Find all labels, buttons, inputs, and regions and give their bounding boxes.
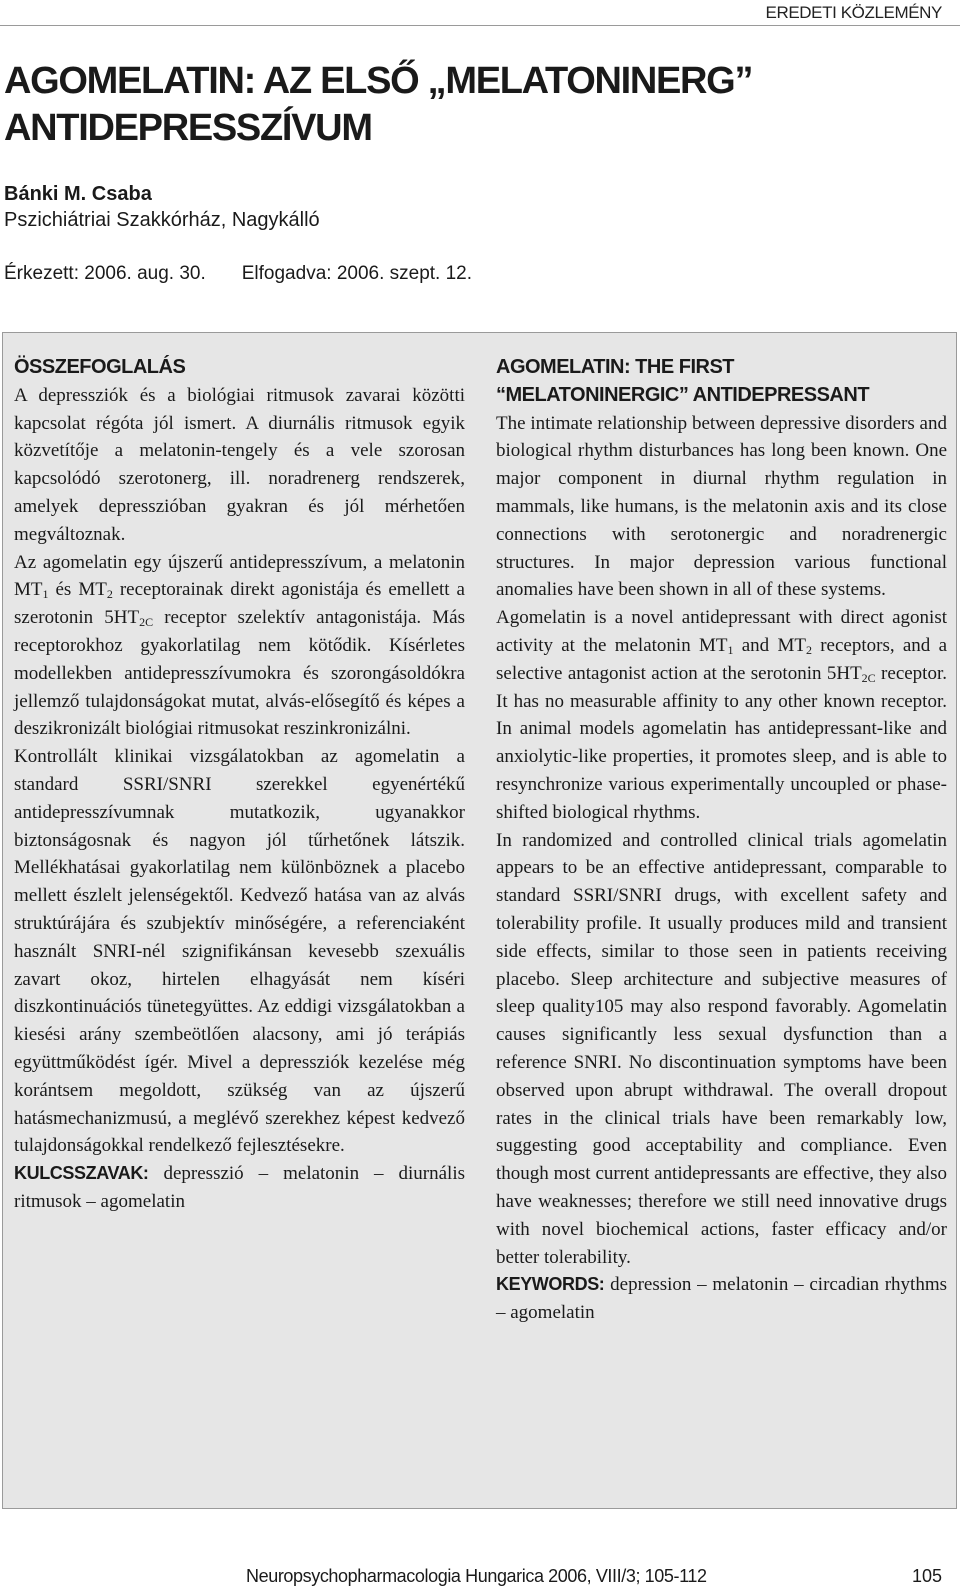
subscript-1: 1 [727, 642, 734, 657]
abstract-en-paragraph-1: The intimate relationship between depressive disorders and biological rhythm disturbances has long been known. One major component in diurnal rhythm regulation in mammals, like humans, is the melatonin axis and its close connections with serotonergic and noradrenergic structures. In major depression various functional anomalies have been shown in all of these systems. [496, 412, 947, 601]
journal-citation: Neuropsychopharmacologia Hungarica 2006, VIII/3; 105-112 [246, 1566, 707, 1586]
author-name: Bánki M. Csaba [4, 183, 152, 205]
abstract-en-heading-line-2: “MELATONINERGIC” ANTIDEPRESSANT [496, 383, 870, 406]
title-line-2: ANTIDEPRESSZÍVUM [4, 107, 372, 149]
subscript-2c: 2C [861, 670, 876, 685]
abstract-hungarian [14, 354, 465, 1216]
subscript-2: 2 [805, 642, 812, 657]
page-number: 105 [911, 1566, 942, 1586]
subscript-2: 2 [106, 587, 113, 602]
keywords-hu: depresszió – melatonin – diurnális ritmusok – agomelatin [14, 1163, 465, 1212]
accepted-date: Elfogadva: 2006. szept. 12. [241, 263, 473, 284]
abstract-en-heading [496, 354, 947, 410]
keywords-label-hu: KULCSSZAVAK: [14, 1163, 149, 1184]
abstract-en-p2-text-d: receptor. It has no measurable affinity to any other known receptor. In animal models agomelatin has antidepressant-like and anxiolytic-like properties, it promotes sleep, and is able to resynchronize various experimentally uncoupled or phase-shifted biological rhythms. [496, 662, 947, 823]
abstract-en-p2-text-a: Agomelatin is a novel antidepressant with direct agonist activity at the melatonin MT [496, 607, 947, 656]
abstract-en-heading-line-1: AGOMELATIN: THE FIRST [496, 356, 734, 378]
subscript-1: 1 [42, 587, 49, 602]
article-title [4, 58, 904, 152]
abstract-hu-p2-text-a: Az agomelatin egy újszerű antidepresszívum, a melatonin MT [14, 551, 465, 601]
abstract-hu-paragraph-2 [14, 549, 465, 744]
author-affiliation: Pszichiátriai Szakkórház, Nagykálló [4, 209, 320, 231]
title-line-1: AGOMELATIN: AZ ELSŐ „MELATONINERG” [4, 60, 753, 102]
abstract-hu-paragraph-3: Kontrollált klinikai vizsgálatokban az agomelatin a standard SSRI/SNRI szerekkel egyenértékű antidepresszívumnak mutatkozik, ugyanakkor biztonságosnak és nagyon jól tűrhetőnek látszik. Mellékhatásai gyakorlatilag nem különböznek a placebo mellett észlelt jelenségektől. Kedvező hatása van az alvás struktúrájára és szubjektív minőségére, a referenciaként használt SNRI-nél szignifikánsan kevesebb szexuális zavart okoz, hirtelen elhagyását nem kíséri diszkontinuációs tünetegyüttes. Az eddigi vizsgálatokban a kiesési arány szembeötlően alacsony, ami jó terápiás együttműködést ígér. Mivel a depressziók kezelése még korántsem megoldott, szükség van az újszerű hatásmechanizmusú, a meglévő szerekhez képest kedvező tulajdonságokkal rendelkező fejlesztésekre. [14, 746, 465, 1157]
header-rule [0, 25, 960, 26]
abstract-hu-p2-text-c: receptorainak direkt agonistája és emellett a szerotonin 5HT [14, 579, 465, 629]
keywords-en: depression – melatonin – circadian rhythms – agomelatin [496, 1274, 947, 1324]
article-dates [4, 263, 508, 285]
abstract-hu-p2-text-d: receptor szelektív antagonistája. Más receptorokhoz gyakorlatilag nem kötődik. Kísérletes modellekben antidepresszívumokra és szorongásoldókra jellemző tulajdonságokat mutat, alvás-elősegítő és képes a deszikronizált biológiai ritmusokat reszinkronizálni. [14, 607, 465, 740]
abstract-hu-p2-text-b: és MT [48, 579, 107, 601]
subscript-2c: 2C [139, 615, 154, 630]
keywords-label-en: KEYWORDS: [496, 1274, 605, 1295]
abstract-en-paragraph-2 [496, 604, 947, 826]
section-label: EREDETI KÖZLEMÉNY [765, 3, 942, 22]
abstract-en-p2-text-b: and MT [733, 634, 806, 656]
abstract-hu-keywords [14, 1160, 465, 1216]
abstract-en-keywords [496, 1271, 947, 1327]
received-date: Érkezett: 2006. aug. 30. [4, 263, 206, 284]
abstract-en-paragraph-3: In randomized and controlled clinical trials agomelatin appears to be an effective antidepressant, comparable to standard SSRI/SNRI drugs, with excellent safety and tolerability profile. It usually produces mild and transient side effects, similar to those seen in patients receiving placebo. Sleep architecture and subjective measures of sleep quality105 may also respond favorably. Agomelatin causes significantly less sexual dysfunction than a reference SNRI. No discontinuation symptoms have been observed upon abrupt withdrawal. The overall dropout rates in the clinical trials have been remarkably low, suggesting good acceptability and compliance. Even though most current antidepressants are effective, they also have weaknesses; therefore we still need innovative drugs with novel biochemical actions, faster efficacy and/or better tolerability. [496, 829, 947, 1268]
abstract-english [496, 354, 947, 1327]
abstract-hu-paragraph-1: A depressziók és a biológiai ritmusok zavarai közötti kapcsolat régóta jól ismert. A diurnális ritmusok egyik közvetítője a melatonin-tengely és a vele szorosan kapcsolódó szerotonerg, ill. noradrenerg rendszerek, amelyek depresszióban gyakran és jól mérhetően megváltoznak. [14, 384, 465, 545]
abstract-en-p2-text-c: receptors, and a selective antagonist action at the serotonin 5HT [496, 634, 948, 684]
abstract-hu-heading: ÖSSZEFOGLALÁS [14, 356, 186, 378]
